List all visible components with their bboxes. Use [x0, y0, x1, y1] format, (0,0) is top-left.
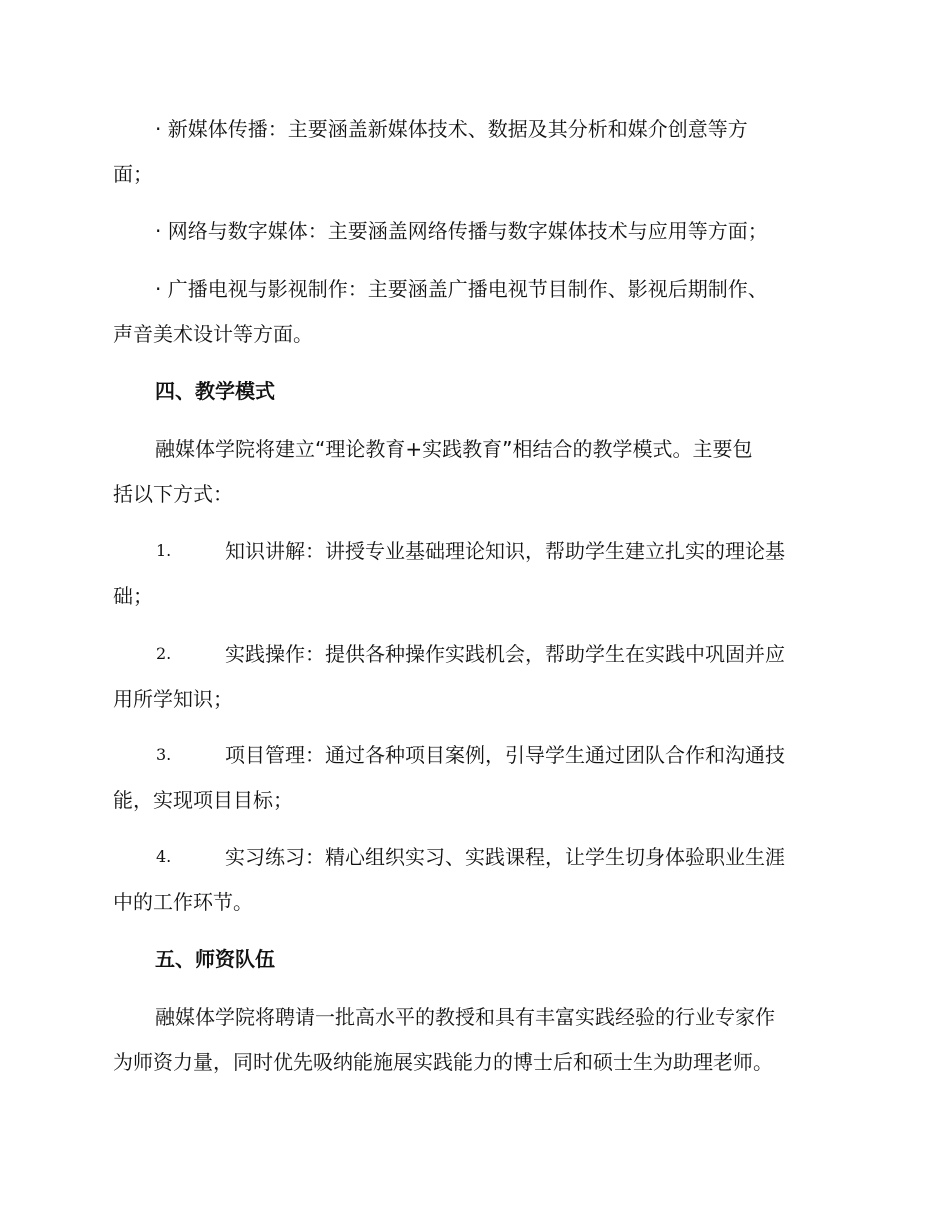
- list-item-knowledge-line1: 知识讲解：讲授专业基础理论知识，帮助学生建立扎实的理论基: [225, 539, 785, 563]
- list-item-knowledge-line2: 础；: [113, 584, 153, 608]
- bullet-broadcast-film-line1: · 广播电视与影视制作：主要涵盖广播电视节目制作、影视后期制作、: [155, 277, 768, 301]
- section-heading-teaching-mode: 四、教学模式: [155, 379, 275, 403]
- list-item-practice-line2: 用所学知识；: [113, 687, 233, 711]
- teaching-mode-intro-line2: 括以下方式：: [113, 482, 233, 506]
- bullet-new-media-line1: · 新媒体传播：主要涵盖新媒体技术、数据及其分析和媒介创意等方: [155, 117, 748, 141]
- list-item-internship-line1: 实习练习：精心组织实习、实践课程，让学生切身体验职业生涯: [225, 845, 785, 869]
- bullet-network-digital-media: · 网络与数字媒体：主要涵盖网络传播与数字媒体技术与应用等方面；: [155, 219, 768, 243]
- list-item-number: 3.: [156, 745, 172, 764]
- faculty-paragraph-line2: 为师资力量，同时优先吸纳能施展实践能力的博士后和硕士生为助理老师。: [113, 1050, 773, 1074]
- list-item-project-line2: 能，实现项目目标；: [113, 788, 293, 812]
- faculty-paragraph-line1: 融媒体学院将聘请一批高水平的教授和具有丰富实践经验的行业专家作: [155, 1005, 775, 1029]
- list-item-number: 4.: [156, 847, 172, 866]
- list-item-project-line1: 项目管理：通过各种项目案例，引导学生通过团队合作和沟通技: [225, 743, 785, 767]
- bullet-new-media-line2: 面；: [113, 162, 153, 186]
- list-item-internship-line2: 中的工作环节。: [113, 890, 253, 914]
- list-item-number: 2.: [156, 644, 172, 663]
- list-item-practice-line1: 实践操作：提供各种操作实践机会，帮助学生在实践中巩固并应: [225, 642, 785, 666]
- section-heading-faculty: 五、师资队伍: [155, 947, 275, 971]
- list-item-number: 1.: [156, 541, 172, 560]
- teaching-mode-intro-line1: 融媒体学院将建立“理论教育+实践教育”相结合的教学模式。主要包: [155, 437, 753, 461]
- bullet-broadcast-film-line2: 声音美术设计等方面。: [113, 322, 313, 346]
